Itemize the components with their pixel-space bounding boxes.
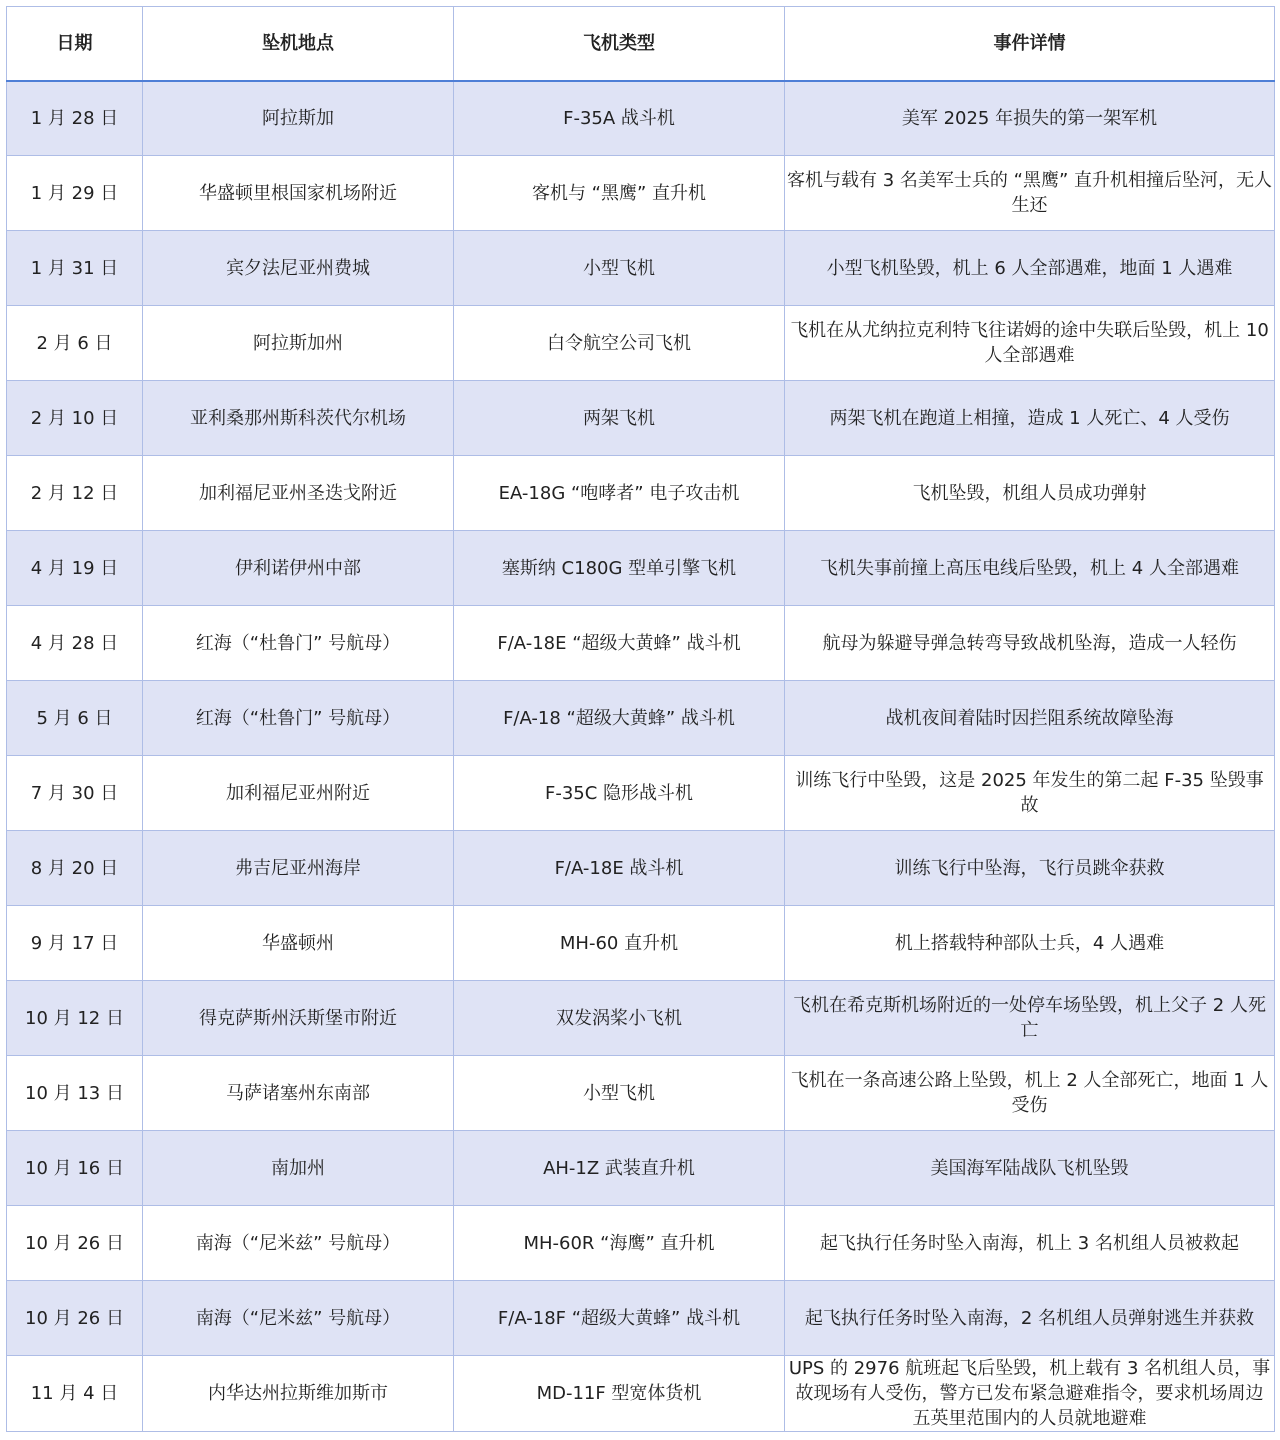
table-row (7, 306, 1275, 381)
header-date: 日期 (7, 7, 143, 81)
cell-aircraft: 塞斯纳 C180G 型单引擎飞机 (454, 531, 785, 606)
cell-location: 马萨诸塞州东南部 (143, 1056, 454, 1131)
cell-location: 南加州 (143, 1131, 454, 1206)
cell-details: 训练飞行中坠海，飞行员跳伞获救 (785, 831, 1275, 906)
cell-details: 飞机在希克斯机场附近的一处停车场坠毁，机上父子 2 人死亡 (785, 981, 1275, 1056)
table-row (7, 981, 1275, 1056)
cell-location: 宾夕法尼亚州费城 (143, 231, 454, 306)
cell-details: 两架飞机在跑道上相撞，造成 1 人死亡、4 人受伤 (785, 381, 1275, 456)
header-details: 事件详情 (785, 7, 1275, 81)
cell-aircraft: 双发涡桨小飞机 (454, 981, 785, 1056)
cell-details: 美军 2025 年损失的第一架军机 (785, 81, 1275, 156)
cell-date: 2 月 6 日 (7, 306, 143, 381)
cell-date: 4 月 19 日 (7, 531, 143, 606)
table-row (7, 531, 1275, 606)
cell-location: 亚利桑那州斯科茨代尔机场 (143, 381, 454, 456)
cell-details: 小型飞机坠毁，机上 6 人全部遇难，地面 1 人遇难 (785, 231, 1275, 306)
crash-events-table (6, 6, 1275, 1432)
cell-date: 9 月 17 日 (7, 906, 143, 981)
table-row (7, 606, 1275, 681)
cell-aircraft: 小型飞机 (454, 1056, 785, 1131)
cell-details: 美国海军陆战队飞机坠毁 (785, 1131, 1275, 1206)
table-row (7, 156, 1275, 231)
cell-aircraft: F/A-18E “超级大黄蜂” 战斗机 (454, 606, 785, 681)
cell-aircraft: 白令航空公司飞机 (454, 306, 785, 381)
cell-date: 4 月 28 日 (7, 606, 143, 681)
table-row (7, 681, 1275, 756)
cell-details: 飞机在一条高速公路上坠毁，机上 2 人全部死亡，地面 1 人受伤 (785, 1056, 1275, 1131)
cell-date: 10 月 16 日 (7, 1131, 143, 1206)
table-row (7, 1206, 1275, 1281)
cell-details: 起飞执行任务时坠入南海，2 名机组人员弹射逃生并获救 (785, 1281, 1275, 1356)
cell-aircraft: MH-60 直升机 (454, 906, 785, 981)
cell-date: 11 月 4 日 (7, 1356, 143, 1432)
cell-location: 加利福尼亚州附近 (143, 756, 454, 831)
table-row (7, 1056, 1275, 1131)
cell-aircraft: AH-1Z 武装直升机 (454, 1131, 785, 1206)
cell-aircraft: F/A-18E 战斗机 (454, 831, 785, 906)
cell-details: 机上搭载特种部队士兵，4 人遇难 (785, 906, 1275, 981)
cell-location: 南海（“尼米兹” 号航母） (143, 1206, 454, 1281)
cell-details: 起飞执行任务时坠入南海，机上 3 名机组人员被救起 (785, 1206, 1275, 1281)
cell-date: 5 月 6 日 (7, 681, 143, 756)
table-row (7, 231, 1275, 306)
cell-location: 得克萨斯州沃斯堡市附近 (143, 981, 454, 1056)
cell-aircraft: F/A-18 “超级大黄蜂” 战斗机 (454, 681, 785, 756)
cell-date: 10 月 26 日 (7, 1206, 143, 1281)
cell-location: 伊利诺伊州中部 (143, 531, 454, 606)
cell-location: 红海（“杜鲁门” 号航母） (143, 606, 454, 681)
table-header (7, 7, 1275, 81)
cell-location: 红海（“杜鲁门” 号航母） (143, 681, 454, 756)
cell-date: 10 月 13 日 (7, 1056, 143, 1131)
cell-location: 华盛顿州 (143, 906, 454, 981)
cell-date: 8 月 20 日 (7, 831, 143, 906)
cell-aircraft: MH-60R “海鹰” 直升机 (454, 1206, 785, 1281)
cell-aircraft: 小型飞机 (454, 231, 785, 306)
crash-table-container (6, 6, 1274, 1432)
cell-date: 1 月 29 日 (7, 156, 143, 231)
cell-location: 华盛顿里根国家机场附近 (143, 156, 454, 231)
cell-details: 客机与载有 3 名美军士兵的 “黑鹰” 直升机相撞后坠河，无人生还 (785, 156, 1275, 231)
table-row (7, 456, 1275, 531)
cell-aircraft: 客机与 “黑鹰” 直升机 (454, 156, 785, 231)
cell-aircraft: F/A-18F “超级大黄蜂” 战斗机 (454, 1281, 785, 1356)
header-row (7, 7, 1275, 81)
cell-aircraft: MD-11F 型宽体货机 (454, 1356, 785, 1432)
cell-date: 1 月 31 日 (7, 231, 143, 306)
header-aircraft: 飞机类型 (454, 7, 785, 81)
table-row (7, 381, 1275, 456)
cell-location: 弗吉尼亚州海岸 (143, 831, 454, 906)
cell-date: 1 月 28 日 (7, 81, 143, 156)
cell-details: 飞机坠毁，机组人员成功弹射 (785, 456, 1275, 531)
table-row (7, 1356, 1275, 1432)
table-row (7, 81, 1275, 156)
cell-details: 训练飞行中坠毁，这是 2025 年发生的第二起 F-35 坠毁事故 (785, 756, 1275, 831)
cell-date: 7 月 30 日 (7, 756, 143, 831)
cell-details: 航母为躲避导弹急转弯导致战机坠海，造成一人轻伤 (785, 606, 1275, 681)
table-row (7, 1131, 1275, 1206)
header-location: 坠机地点 (143, 7, 454, 81)
table-row (7, 1281, 1275, 1356)
cell-date: 10 月 12 日 (7, 981, 143, 1056)
cell-aircraft: 两架飞机 (454, 381, 785, 456)
cell-aircraft: EA-18G “咆哮者” 电子攻击机 (454, 456, 785, 531)
cell-location: 阿拉斯加 (143, 81, 454, 156)
table-row (7, 756, 1275, 831)
table-row (7, 906, 1275, 981)
cell-date: 2 月 12 日 (7, 456, 143, 531)
table-row (7, 831, 1275, 906)
cell-details: UPS 的 2976 航班起飞后坠毁，机上载有 3 名机组人员，事故现场有人受伤，警方已发布紧急避难指令，要求机场周边五英里范围内的人员就地避难 (785, 1356, 1275, 1432)
cell-location: 内华达州拉斯维加斯市 (143, 1356, 454, 1432)
cell-location: 加利福尼亚州圣迭戈附近 (143, 456, 454, 531)
cell-details: 飞机失事前撞上高压电线后坠毁，机上 4 人全部遇难 (785, 531, 1275, 606)
cell-location: 阿拉斯加州 (143, 306, 454, 381)
cell-location: 南海（“尼米兹” 号航母） (143, 1281, 454, 1356)
cell-details: 战机夜间着陆时因拦阻系统故障坠海 (785, 681, 1275, 756)
cell-details: 飞机在从尤纳拉克利特飞往诺姆的途中失联后坠毁，机上 10 人全部遇难 (785, 306, 1275, 381)
cell-aircraft: F-35C 隐形战斗机 (454, 756, 785, 831)
cell-date: 2 月 10 日 (7, 381, 143, 456)
table-body (7, 81, 1275, 1432)
cell-aircraft: F-35A 战斗机 (454, 81, 785, 156)
cell-date: 10 月 26 日 (7, 1281, 143, 1356)
